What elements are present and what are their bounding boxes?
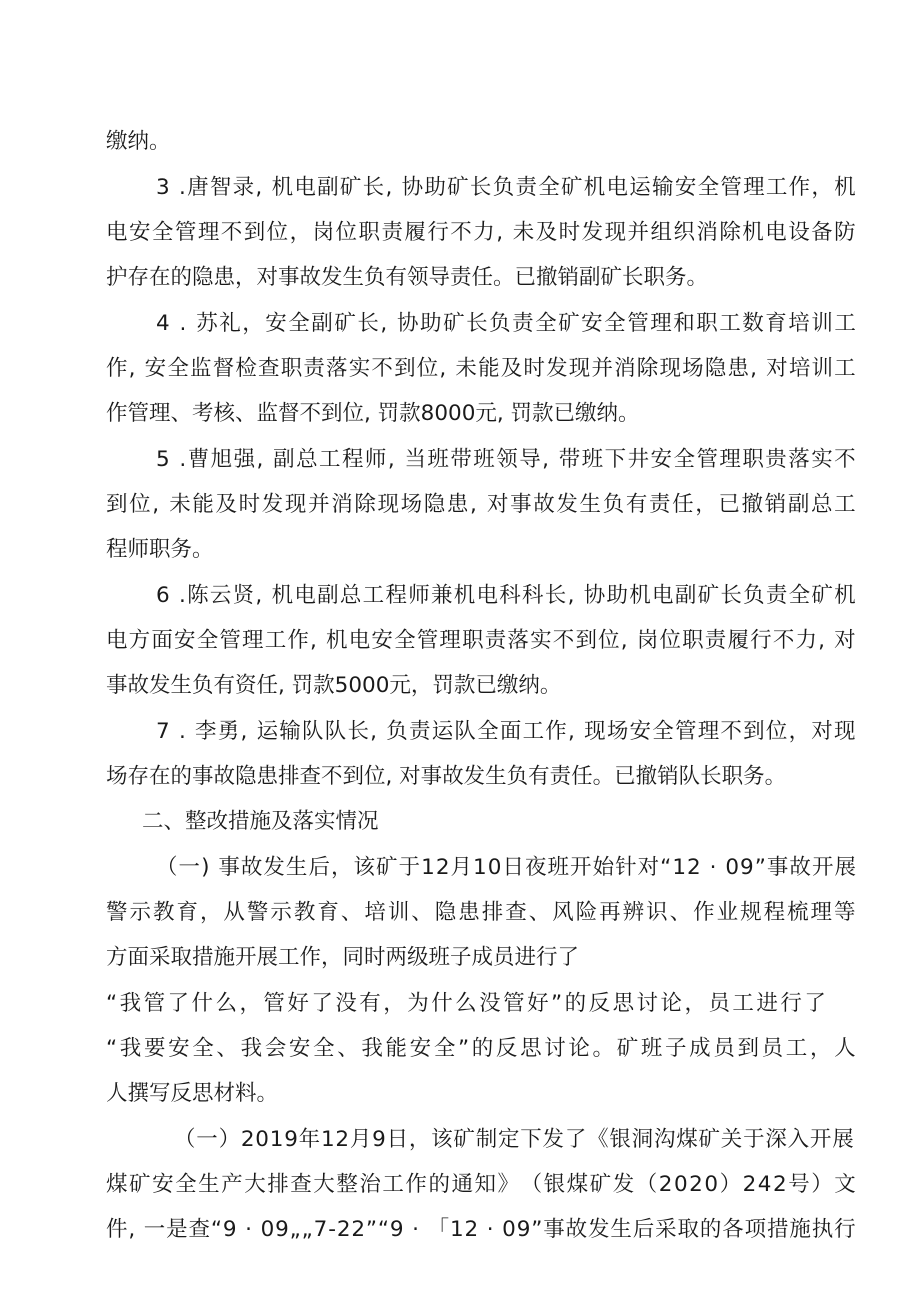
text-line: 到 位 , 未 能 及 时 发 现 并 消 除 现 场 隐 患 , 对 事 故 发 生 负 有 责 任 ， 已 撤 销 副 总 工 <box>106 492 856 517</box>
text-line: （ 一 ） 2 0 1 9 年 1 2 月 9 日 ， 该 矿 制 定 下 发 了 《 银 洞 沟 煤 矿 关 于 深 入 开 展 <box>174 1127 854 1152</box>
section-heading: 二、整改措施及落实情况 <box>142 809 379 834</box>
text-line: 程师职务。 <box>106 537 214 562</box>
text-line: 4 . 苏 礼 ， 安 全 副 矿 长 , 协 助 矿 长 负 责 全 矿 安 全 管 理 和 职 工 数 育 培 训 工 <box>156 311 856 336</box>
text-line: “ 我 要 安 全 、 我 会 安 全 、 我 能 安 全 ” 的 反 思 讨 论 。 矿 班 子 成 员 到 员 工 ， 人 <box>106 1036 856 1061</box>
text-line: 警 示 教 育 ， 从 警 示 教 育 、 培 训 、 隐 患 排 查 、 风 险 再 辨 识 、 作 业 规 程 梳 理 等 <box>106 900 856 925</box>
text-line: 作 , 安 全 监 督 检 查 职 责 落 实 不 到 位 , 未 能 及 时 发 现 并 消 除 现 场 隐 患 , 对 培 训 工 <box>106 356 856 381</box>
text-line: 电 方 面 安 全 管 理 工 作 , 机 电 安 全 管 理 职 责 落 实 不 到 位 , 岗 位 职 责 履 行 不 力 , 对 <box>106 628 856 653</box>
text-line: 6 . 陈 云 贤 , 机 电 副 总 工 程 师 兼 机 电 科 科 长 , 协 助 机 电 副 矿 长 负 责 全 矿 机 <box>156 583 856 608</box>
text-line: （ 一 ) 事 故 发 生 后 ， 该 矿 于 1 2 月 1 0 日 夜 班 开 始 针 对 “ 1 2 · 0 9 ” 事 故 开 展 <box>156 855 856 880</box>
text-line: 作管理、考核、监督不到位, 罚款8000元, 罚款已缴纳。 <box>106 401 640 426</box>
text-line: “ 我 管 了 什 么 ， 管 好 了 没 有 ， 为 什 么 没 管 好 ” 的 反 思 讨 论 ， 员 工 进 行 了 <box>106 991 826 1016</box>
text-line: 电 安 全 管 理 不 到 位 ， 岗 位 职 责 履 行 不 力 , 未 及 时 发 现 并 组 织 消 除 机 电 设 备 防 <box>106 220 856 245</box>
text-line: 煤 矿 安 全 生 产 大 排 查 大 整 治 工 作 的 通 知 》 （ 银 煤 矿 发 （ 2 0 2 0 ） 2 4 2 号 ） 文 <box>106 1172 856 1197</box>
text-line: 护存在的隐患，对事故发生负有领导责任。已撤销副矿长职务。 <box>106 265 709 290</box>
text-line: 场存在的事故隐患排查不到位, 对事故发生负有责任。已撤销队长职务。 <box>106 764 787 789</box>
text-line: 缴纳。 <box>106 129 171 154</box>
text-line: 方面采取措施开展工作，同时两级班子成员进行了 <box>106 945 580 970</box>
text-line: 人撰写反思材料。 <box>106 1081 279 1106</box>
text-line: 7 . 李 勇 , 运 输 队 队 长 , 负 责 运 队 全 面 工 作 , 现 场 安 全 管 理 不 到 位 ， 对 现 <box>156 719 856 744</box>
text-line: 3 . 唐 智 录 , 机 电 副 矿 长 , 协 助 矿 长 负 责 全 矿 机 电 运 输 安 全 管 理 工 作 ， 机 <box>156 175 856 200</box>
text-line: 事故发生负有资任, 罚款5000元，罚款已缴纳。 <box>106 673 562 698</box>
text-line: 件 , 一 是 查 “ 9 · 0 9 „ „ 7 - 2 2 ” “ 9 · 「 1 2 · 0 9 ” 事 故 发 生 后 采 取 的 各 项 措 施 执 行 <box>106 1217 856 1242</box>
text-line: 5 . 曹 旭 强 , 副 总 工 程 师 , 当 班 带 班 领 导 , 带 班 下 井 安 全 管 理 职 贵 落 实 不 <box>156 447 856 472</box>
